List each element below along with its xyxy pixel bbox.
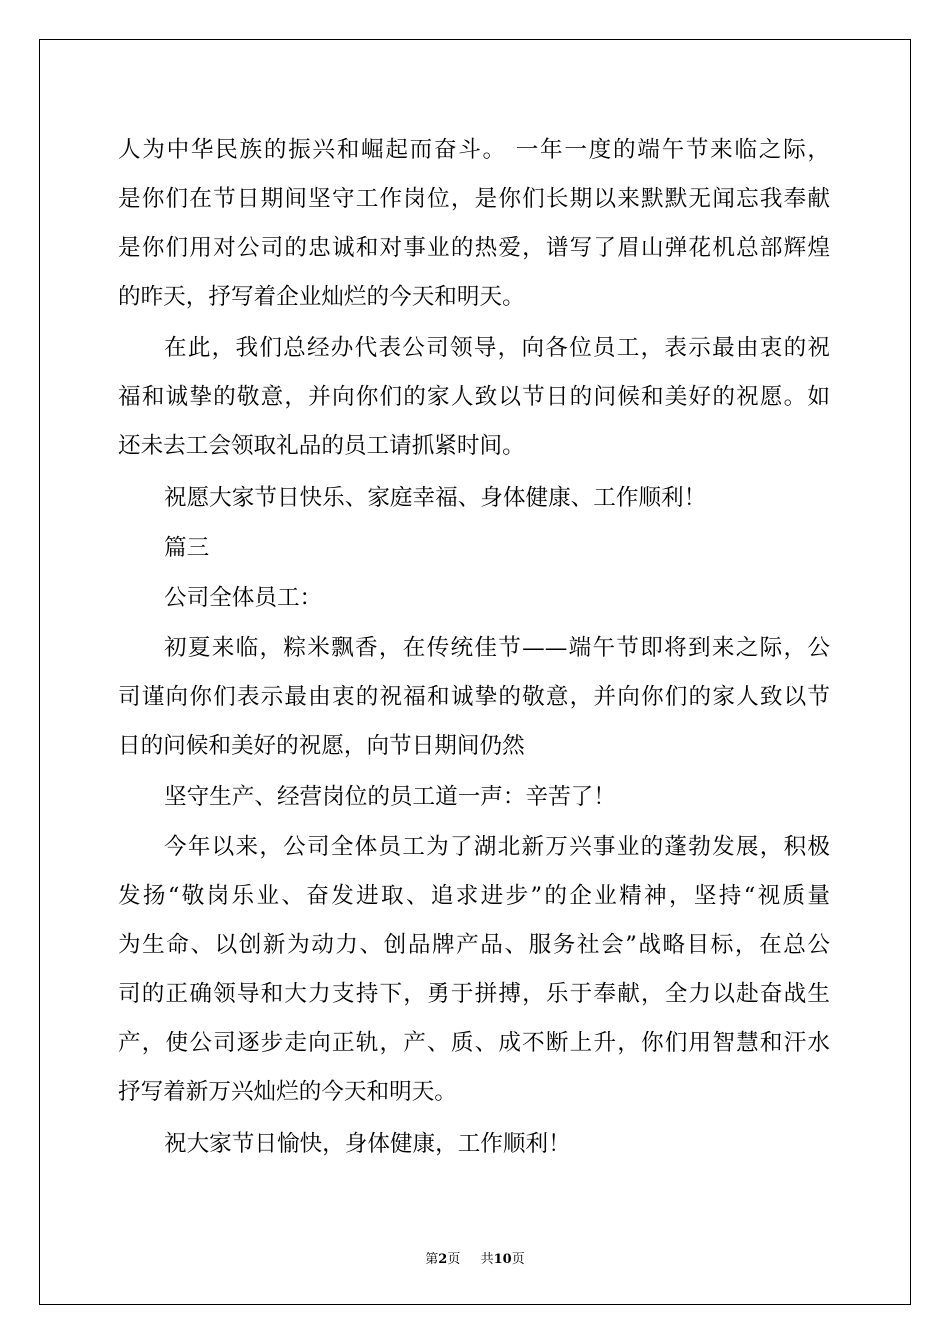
body-text-line: 司谨向你们表示最由衷的祝福和诚挚的敬意，并向你们的家人致以节 [118,684,830,710]
page-border [39,39,911,1305]
body-text-line: 福和诚挚的敬意，并向你们的家人致以节日的问候和美好的祝愿。如 [118,384,830,410]
body-text-line: 是你们用对公司的忠诚和对事业的热爱，谱写了眉山弹花机总部辉煌 [118,235,830,261]
footer-total-number: 10 [493,1252,512,1267]
body-text-line: 产，使公司逐步走向正轨，产、质、成不断上升，你们用智慧和汗水 [118,1030,830,1056]
body-text-line: 还未去工会领取礼品的员工请抓紧时间。 [118,433,525,459]
footer-page-prefix: 第 [425,1252,439,1267]
body-text-line: 抒写着新万兴灿烂的今天和明天。 [118,1079,457,1105]
body-text-line: 人为中华民族的振兴和崛起而奋斗。 一年一度的端午节来临之际， [118,137,830,163]
body-text-line: 是你们在节日期间坚守工作岗位，是你们长期以来默默无闻忘我奉献 [118,186,830,212]
footer-total-suffix: 页 [511,1252,525,1267]
footer-total-prefix: 共 [480,1252,494,1267]
body-text-line: 坚守生产、经营岗位的员工道一声：辛苦了！ [164,784,616,810]
footer-page-number: 2 [438,1252,448,1267]
closing-line: 祝大家节日愉快，身体健康，工作顺利！ [164,1131,571,1157]
body-text-line: 祝愿大家节日快乐、家庭幸福、身体健康、工作顺利！ [164,485,707,511]
body-text-line: 发扬“敬岗乐业、奋发进取、追求进步”的企业精神，坚持“视质量 [118,883,830,909]
body-text-line: 的昨天，抒写着企业灿烂的今天和明天。 [118,284,525,310]
page-footer [0,1248,950,1267]
body-text-line: 日的问候和美好的祝愿，向节日期间仍然 [118,733,525,759]
section-heading: 篇三 [164,535,210,561]
salutation: 公司全体员工： [164,585,323,611]
body-text-line: 今年以来，公司全体员工为了湖北新万兴事业的蓬勃发展，积极 [164,834,830,860]
body-text-line: 初夏来临，粽米飘香，在传统佳节——端午节即将到来之际，公 [164,635,830,661]
body-text-line: 在此，我们总经办代表公司领导，向各位员工，表示最由衷的祝 [164,335,830,361]
body-text-line: 司的正确领导和大力支持下，勇于拼搏，乐于奉献，全力以赴奋战生 [118,981,830,1007]
footer-page-suffix: 页 [447,1252,461,1267]
body-text-line: 为生命、以创新为动力、创品牌产品、服务社会”战略目标，在总公 [118,932,830,958]
